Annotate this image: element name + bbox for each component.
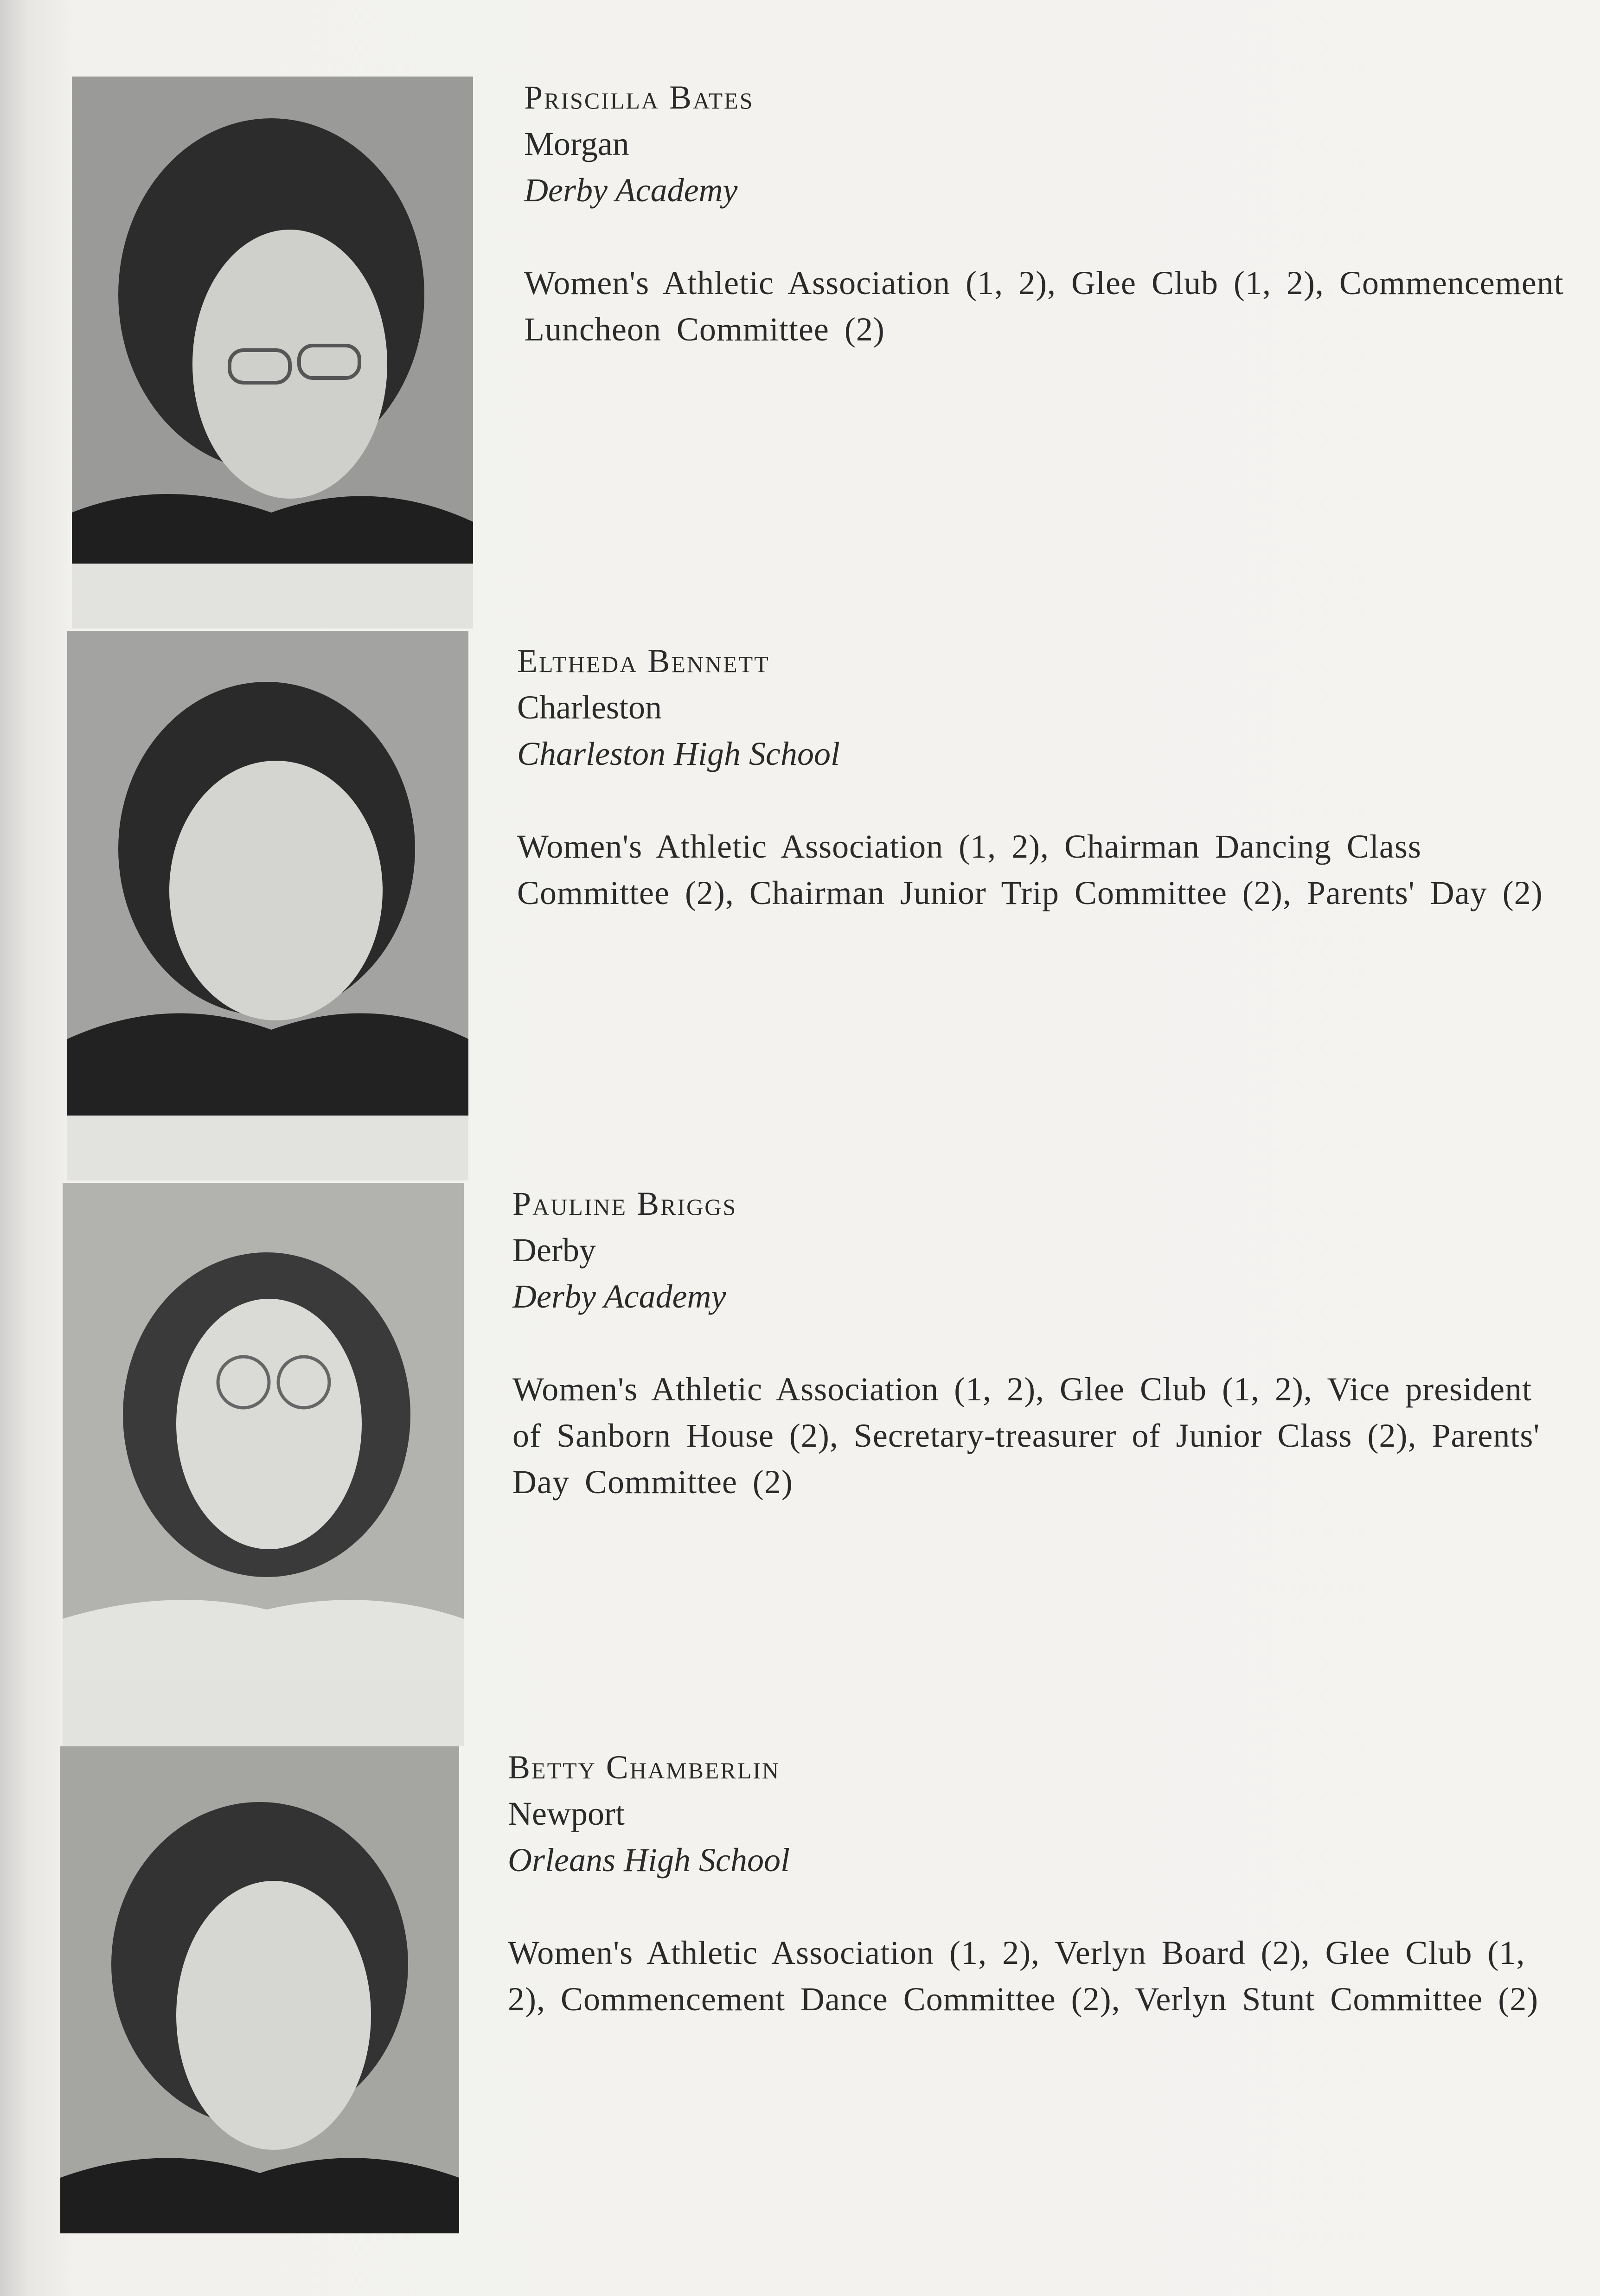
student-activities: Women's Athletic Association (1, 2), Verlyn Board (2), Glee Club (1, 2), Commencement Dance Committee (2), Verlyn Stunt Committee (2) <box>508 1934 1539 2018</box>
student-school: Derby Academy <box>524 172 738 209</box>
student-hometown: Charleston <box>517 689 662 726</box>
student-name: Eltheda Bennett <box>517 642 770 680</box>
portrait-photo <box>63 1183 464 1681</box>
student-hometown: Newport <box>508 1795 625 1832</box>
student-activities: Women's Athletic Association (1, 2), Glee Club (1, 2), Commencement Luncheon Committee (2) <box>524 264 1564 348</box>
student-school: Derby Academy <box>512 1278 726 1315</box>
photo-caption-strip <box>72 564 473 629</box>
student-school: Charleston High School <box>517 735 840 772</box>
photo-caption-strip <box>67 1116 468 1180</box>
portrait-photo <box>60 1746 459 2233</box>
portrait-photo <box>67 631 468 1116</box>
student-school: Orleans High School <box>508 1841 790 1879</box>
student-hometown: Morgan <box>524 125 629 162</box>
student-name: Pauline Briggs <box>512 1185 737 1222</box>
student-hometown: Derby <box>512 1231 596 1269</box>
student-activities: Women's Athletic Association (1, 2), Chairman Dancing Class Committee (2), Chairman Junior Trip Committee (2), Parents' Day (2) <box>517 828 1543 911</box>
photo-caption-strip <box>63 1681 464 1746</box>
student-activities: Women's Athletic Association (1, 2), Glee Club (1, 2), Vice president of Sanborn House (2), Secretary-treasurer of Junior Class (2), Parents' Day Committee (2) <box>512 1371 1540 1501</box>
portrait-photo <box>72 77 473 564</box>
student-name: Betty Chamberlin <box>508 1749 780 1786</box>
student-name: Priscilla Bates <box>524 79 754 116</box>
